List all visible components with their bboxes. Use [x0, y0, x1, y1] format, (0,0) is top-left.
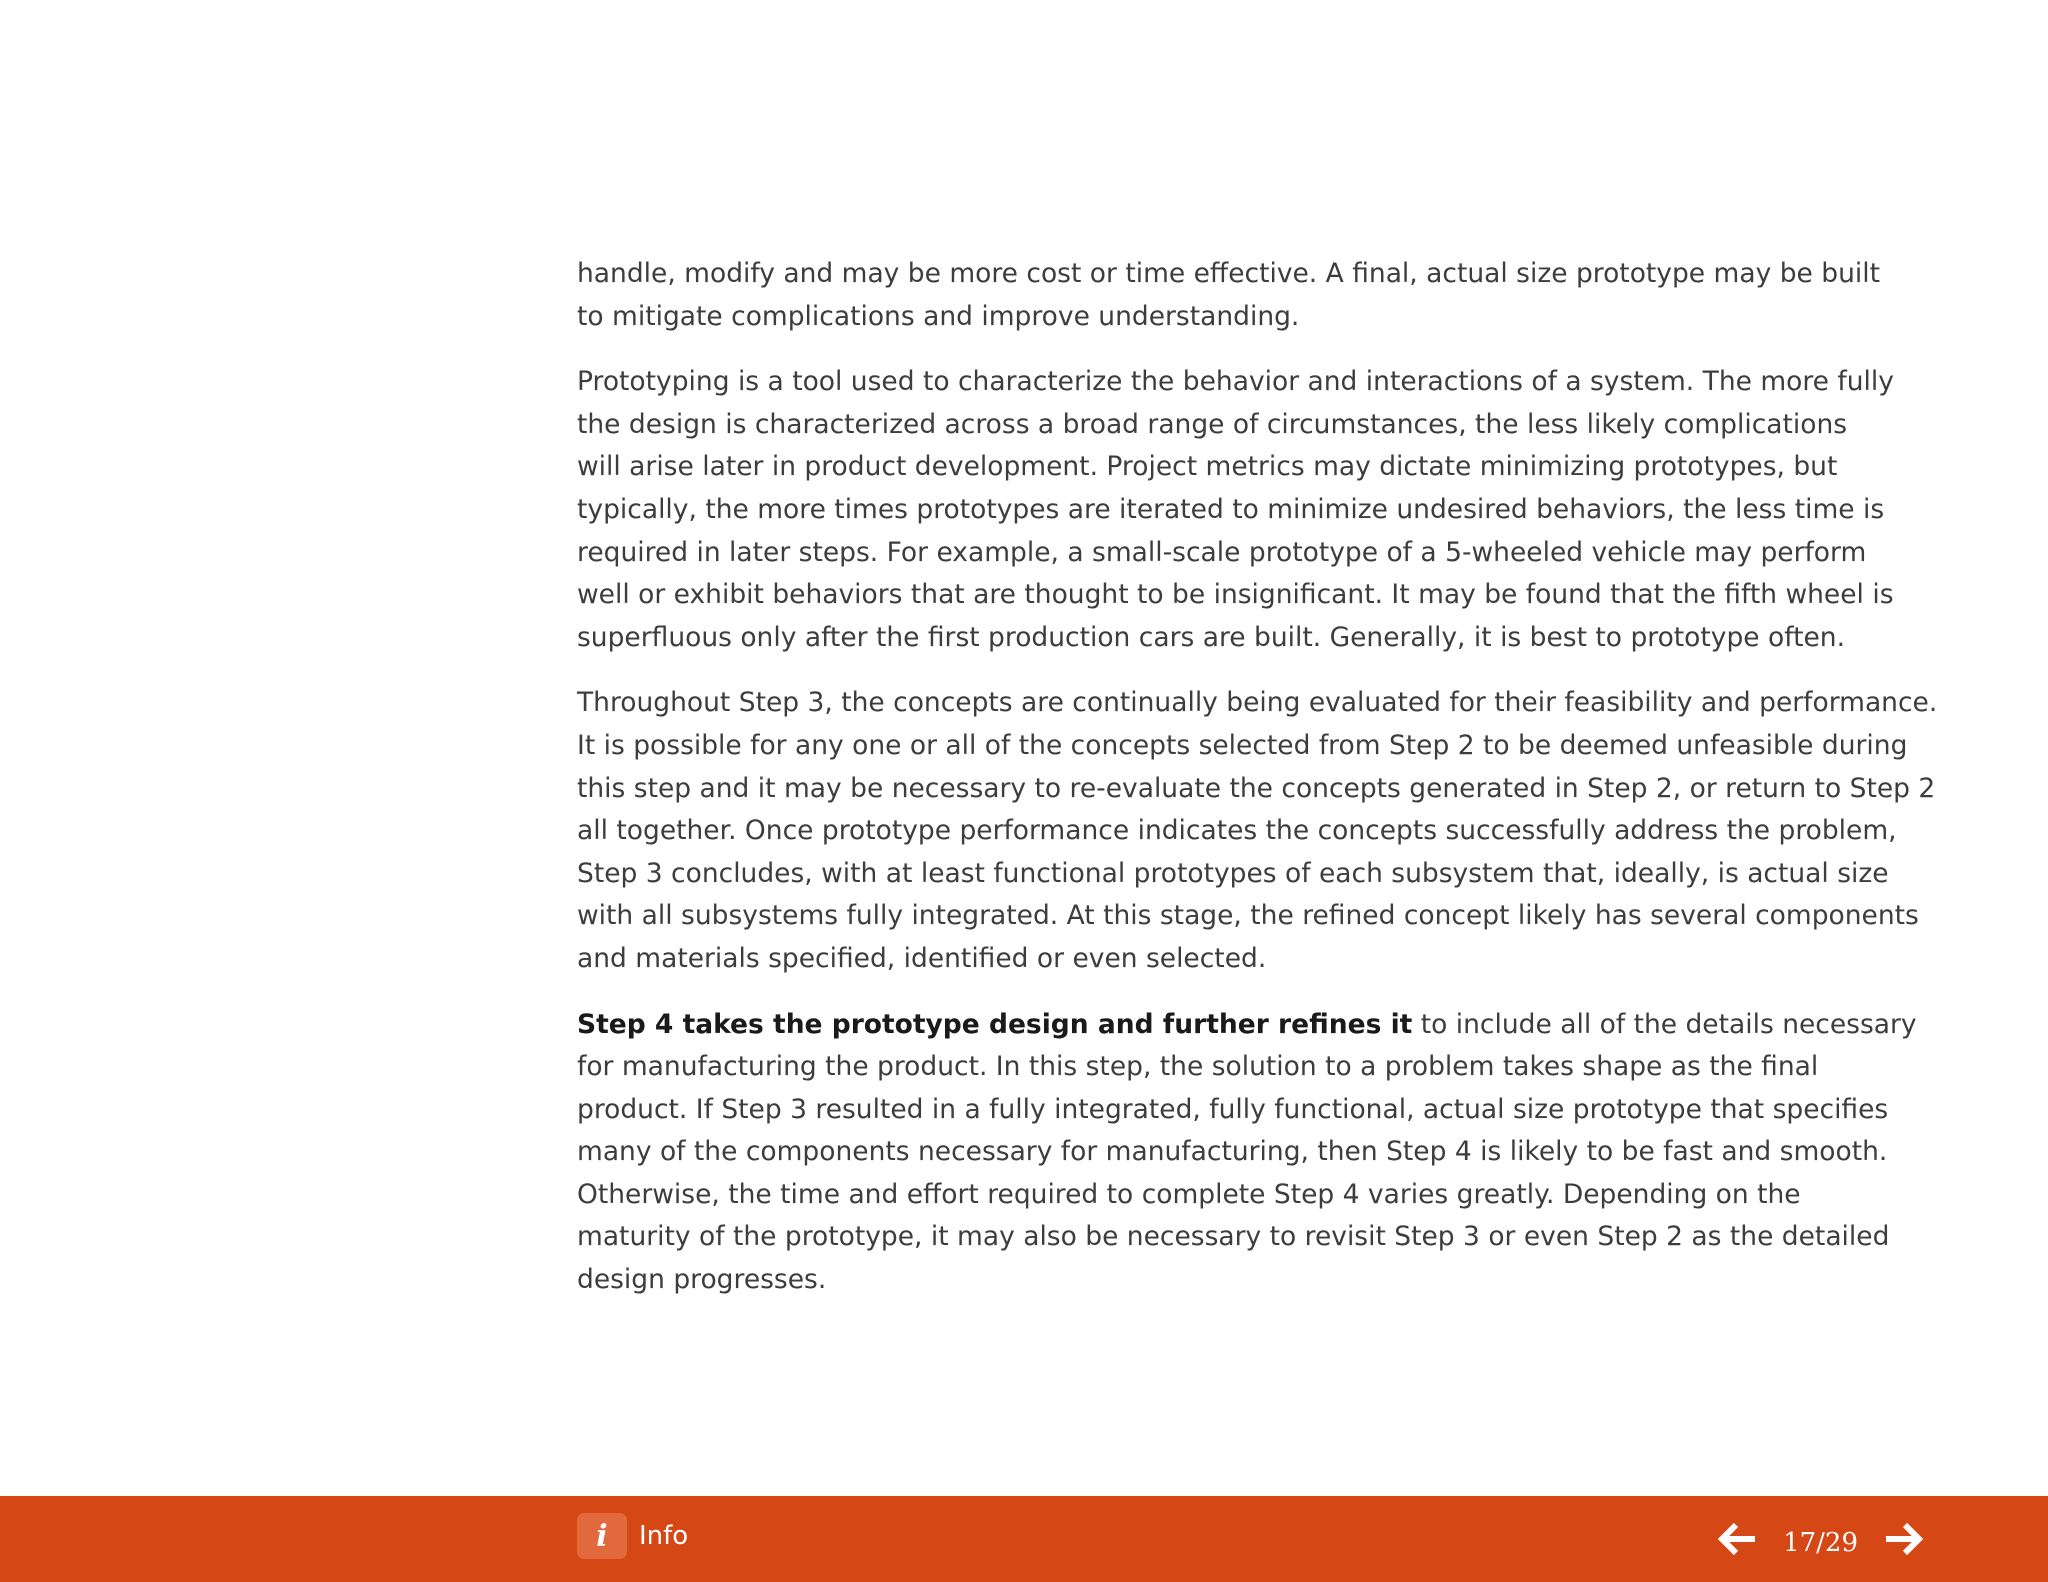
- text-line: superfluous only after the first production cars are built. Generally, it is best to prototype often.: [577, 621, 1846, 653]
- page-navigation: [1715, 1514, 1926, 1564]
- page-number: 17/29: [1783, 1528, 1858, 1558]
- text-line: many of the components necessary for manufacturing, then Step 4 is likely to be fast and smooth.: [577, 1136, 1888, 1168]
- text-line: It is possible for any one or all of the concepts selected from Step 2 to be deemed unfeasible during: [577, 729, 1908, 761]
- arrow-right-icon: [1884, 1521, 1924, 1557]
- text-line: product. If Step 3 resulted in a fully integrated, fully functional, actual size prototype that specifies: [577, 1093, 1889, 1125]
- text-line: design progresses.: [577, 1264, 827, 1296]
- info-icon: i: [577, 1513, 627, 1559]
- text-line: handle, modify and may be more cost or time effective. A final, actual size prototype may be built: [577, 258, 1880, 289]
- paragraph-1: [577, 253, 1880, 338]
- text-line: maturity of the prototype, it may also be necessary to revisit Step 3 or even Step 2 as the detailed: [577, 1221, 1890, 1253]
- text-line: well or exhibit behaviors that are thought to be insignificant. It may be found that the fifth wheel is: [577, 579, 1894, 611]
- info-label: Info: [639, 1521, 689, 1551]
- text-line: to mitigate complications and improve understanding.: [577, 300, 1300, 332]
- text-line: typically, the more times prototypes are iterated to minimize undesired behaviors, the less time is: [577, 493, 1885, 525]
- previous-page-button[interactable]: [1715, 1517, 1759, 1561]
- text-line: Otherwise, the time and effort required to complete Step 4 varies greatly. Depending on the: [577, 1178, 1801, 1210]
- info-button[interactable]: [577, 1512, 688, 1560]
- text-line: with all subsystems fully integrated. At this stage, the refined concept likely has several components: [577, 900, 1919, 932]
- text-line: for manufacturing the product. In this step, the solution to a problem takes shape as the final: [577, 1051, 1819, 1083]
- reading-content: [577, 253, 1938, 1325]
- text-line: the design is characterized across a broad range of circumstances, the less likely complications: [577, 408, 1848, 440]
- text-line: Throughout Step 3, the concepts are continually being evaluated for their feasibility and performance.: [577, 687, 1938, 719]
- paragraph-3: [577, 682, 1938, 980]
- text-line: [577, 1004, 1917, 1047]
- text-line: and materials specified, identified or even selected.: [577, 942, 1267, 974]
- paragraph-4: [577, 1004, 1917, 1302]
- text-line: Step 3 concludes, with at least functional prototypes of each subsystem that, ideally, is actual size: [577, 857, 1889, 889]
- text-line: will arise later in product development. Project metrics may dictate minimizing prototypes, but: [577, 451, 1838, 483]
- paragraph-2: [577, 361, 1894, 659]
- text-line: this step and it may be necessary to re-evaluate the concepts generated in Step 2, or return to Step 2: [577, 772, 1936, 804]
- text-line: Prototyping is a tool used to characterize the behavior and interactions of a system. The more fully: [577, 366, 1894, 398]
- bold-lead-text: Step 4 takes the prototype design and further refines it: [577, 1008, 1413, 1040]
- text-run: to include all of the details necessary: [1412, 1008, 1917, 1040]
- bottom-toolbar: [0, 1496, 2048, 1582]
- text-line: all together. Once prototype performance indicates the concepts successfully address the problem,: [577, 815, 1897, 847]
- next-page-button[interactable]: [1882, 1517, 1926, 1561]
- arrow-left-icon: [1717, 1521, 1757, 1557]
- text-line: required in later steps. For example, a small-scale prototype of a 5-wheeled vehicle may perform: [577, 536, 1867, 568]
